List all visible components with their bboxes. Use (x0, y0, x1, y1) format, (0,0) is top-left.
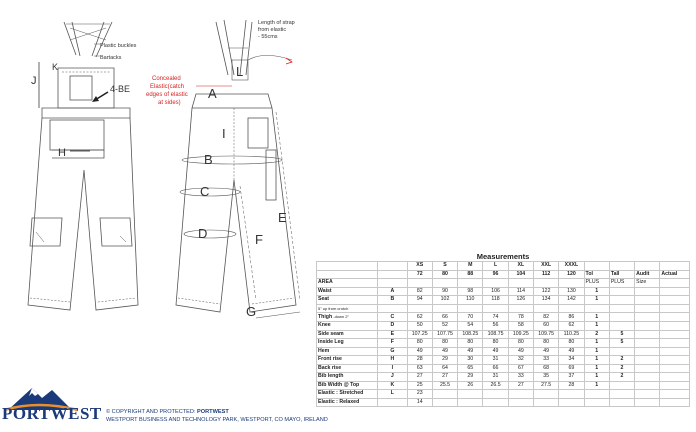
row-tol: 1 (584, 347, 609, 356)
row-tol: 2 (584, 330, 609, 339)
strap-note-line2: from elastic (258, 27, 287, 33)
label-D: D (198, 226, 208, 241)
row-area: Inside Leg (317, 339, 378, 348)
row-code: H (378, 356, 407, 365)
row-value: 80 (533, 339, 558, 348)
row-value: 54 (458, 322, 483, 331)
row-empty (635, 339, 660, 348)
row-area: Thigh -down 2" (317, 313, 378, 322)
row-value: 134 (533, 296, 558, 305)
row-value (508, 304, 533, 313)
row-value: 80 (458, 339, 483, 348)
row-code: E (378, 330, 407, 339)
row-tol: 1 (584, 373, 609, 382)
area-header: AREA (317, 279, 378, 288)
row-empty (660, 364, 690, 373)
row-value: 26 (458, 381, 483, 390)
label-E: E (278, 210, 287, 225)
row-value: 108.25 (458, 330, 483, 339)
row-value (407, 304, 432, 313)
table-title: Measurements (476, 252, 530, 261)
row-value: 65 (458, 364, 483, 373)
row-value: 108.75 (483, 330, 508, 339)
table-row (317, 381, 690, 390)
row-value: 49 (559, 347, 584, 356)
row-value: 27 (508, 381, 533, 390)
row-value: 90 (432, 287, 457, 296)
table-row (317, 287, 690, 296)
row-empty (635, 381, 660, 390)
row-value: 62 (559, 322, 584, 331)
row-empty (660, 304, 690, 313)
row-empty (660, 313, 690, 322)
row-value: 32 (508, 356, 533, 365)
label-J: J (31, 75, 37, 87)
row-value: 14 (407, 398, 432, 407)
size-xxxl: XXXL (559, 262, 584, 271)
measurements-table (316, 252, 690, 407)
table-row (317, 347, 690, 356)
row-area: Side seam (317, 330, 378, 339)
row-tall: 2 (609, 364, 634, 373)
strap-note-line3: - 55cms (258, 34, 278, 40)
row-value: 64 (432, 364, 457, 373)
copyright-prefix: © COPYRIGHT AND PROTECTED: (106, 409, 198, 415)
row-value: 26.5 (483, 381, 508, 390)
actual-header: Actual (660, 270, 690, 279)
row-tall: 2 (609, 373, 634, 382)
table-row (317, 313, 690, 322)
row-value: 52 (432, 322, 457, 331)
table-row (317, 296, 690, 305)
row-value: 118 (483, 296, 508, 305)
row-value (483, 398, 508, 407)
row-value (458, 304, 483, 313)
row-value: 49 (533, 347, 558, 356)
row-tall (609, 287, 634, 296)
row-tol: 1 (584, 339, 609, 348)
table-row (317, 373, 690, 382)
row-value: 80 (508, 339, 533, 348)
row-value (432, 398, 457, 407)
row-value: 63 (407, 364, 432, 373)
row-empty (660, 356, 690, 365)
row-code (378, 304, 407, 313)
row-empty (660, 330, 690, 339)
label-B: B (204, 152, 213, 167)
row-tol (584, 304, 609, 313)
row-value: 102 (432, 296, 457, 305)
copyright-line (106, 409, 229, 415)
row-area: Bib Width @ Top (317, 381, 378, 390)
row-tol: 1 (584, 296, 609, 305)
row-value: 82 (407, 287, 432, 296)
row-value: 49 (508, 347, 533, 356)
tol-header: Tol (584, 270, 609, 279)
label-A: A (208, 86, 217, 101)
row-value: 28 (559, 381, 584, 390)
row-value: 49 (432, 347, 457, 356)
size-value: 96 (483, 270, 508, 279)
row-value: 107.25 (407, 330, 432, 339)
size-value: 104 (508, 270, 533, 279)
row-value: 49 (458, 347, 483, 356)
row-tall: 5 (609, 339, 634, 348)
row-value: 30 (458, 356, 483, 365)
row-area: Elastic : Stretched (317, 390, 378, 399)
row-tall (609, 304, 634, 313)
table-row (317, 322, 690, 331)
row-value: 68 (533, 364, 558, 373)
tol-plus: PLUS (584, 279, 609, 288)
row-area: Seat (317, 296, 378, 305)
tall-header: Tall (609, 270, 634, 279)
row-area: Front rise (317, 356, 378, 365)
row-tol: 1 (584, 364, 609, 373)
label-I: I (222, 126, 226, 141)
table-row (317, 330, 690, 339)
row-tol: 1 (584, 381, 609, 390)
size-s: S (432, 262, 457, 271)
concealed-note-line2: Elastic(catch (150, 84, 185, 90)
front-annotations (31, 43, 137, 159)
size-value: 80 (432, 270, 457, 279)
row-value: 80 (407, 339, 432, 348)
row-value (559, 398, 584, 407)
row-value: 27.5 (533, 381, 558, 390)
row-empty (635, 304, 660, 313)
row-empty (635, 330, 660, 339)
concealed-note-line1: Concealed (152, 76, 181, 82)
row-code: L (378, 390, 407, 399)
row-value: 80 (432, 339, 457, 348)
row-value: 62 (407, 313, 432, 322)
row-value: 74 (483, 313, 508, 322)
row-value: 110 (458, 296, 483, 305)
row-value: 98 (458, 287, 483, 296)
row-value: 78 (508, 313, 533, 322)
row-empty (635, 287, 660, 296)
row-empty (660, 339, 690, 348)
row-empty (660, 296, 690, 305)
brand-wordmark: PORTWEST (2, 404, 102, 423)
row-value: 80 (559, 339, 584, 348)
row-tall (609, 398, 634, 407)
audit-size: Size (635, 279, 660, 288)
bartacks-label: Bartacks (100, 55, 122, 61)
row-value: 29 (432, 356, 457, 365)
concealed-note-line3: edges of elastic (146, 92, 188, 98)
row-code: B (378, 296, 407, 305)
row-value: 34 (559, 356, 584, 365)
row-value (559, 390, 584, 399)
row-code: G (378, 347, 407, 356)
row-tall (609, 347, 634, 356)
row-value: 130 (559, 287, 584, 296)
row-code: J (378, 373, 407, 382)
row-value: 80 (483, 339, 508, 348)
row-empty (635, 398, 660, 407)
row-area: Elastic : Relaxed (317, 398, 378, 407)
row-empty (635, 322, 660, 331)
row-tol: 1 (584, 313, 609, 322)
tall-plus: PLUS (609, 279, 634, 288)
row-value (533, 398, 558, 407)
row-tall (609, 390, 634, 399)
size-value: 120 (559, 270, 584, 279)
row-code: D (378, 322, 407, 331)
row-empty (660, 373, 690, 382)
row-value (508, 390, 533, 399)
row-value: 33 (533, 356, 558, 365)
row-empty (635, 390, 660, 399)
size-value: 88 (458, 270, 483, 279)
table-row (317, 390, 690, 399)
row-value: 70 (458, 313, 483, 322)
label-L: L (236, 64, 244, 79)
row-value: 58 (508, 322, 533, 331)
table-row (317, 304, 690, 313)
row-value: 35 (533, 373, 558, 382)
table-row (317, 364, 690, 373)
row-value: 27 (407, 373, 432, 382)
row-value: 94 (407, 296, 432, 305)
label-G: G (246, 304, 257, 319)
row-value (432, 390, 457, 399)
row-value (483, 304, 508, 313)
row-value: 126 (508, 296, 533, 305)
row-value: 50 (407, 322, 432, 331)
size-xs: XS (407, 262, 432, 271)
row-value: 69 (559, 364, 584, 373)
label-F: F (255, 232, 263, 247)
copyright-brand: PORTWEST (197, 409, 229, 415)
measurements-table-wrap (316, 252, 690, 407)
size-xxl: XXL (533, 262, 558, 271)
row-value: 66 (432, 313, 457, 322)
row-value (533, 390, 558, 399)
row-value (458, 398, 483, 407)
concealed-note-line4: at sides) (158, 100, 181, 106)
row-value (559, 304, 584, 313)
row-area-note: -down 2" (332, 314, 349, 319)
row-value: 142 (559, 296, 584, 305)
row-area: 5" up from crotch (317, 304, 378, 313)
row-value: 31 (483, 356, 508, 365)
row-tall (609, 313, 634, 322)
row-code (378, 398, 407, 407)
row-tol: 1 (584, 322, 609, 331)
row-code: C (378, 313, 407, 322)
size-l: L (483, 262, 508, 271)
row-value (483, 390, 508, 399)
row-empty (635, 373, 660, 382)
table-row (317, 356, 690, 365)
table-row (317, 398, 690, 407)
row-value: 25.5 (432, 381, 457, 390)
row-tol: 1 (584, 287, 609, 296)
size-values-row (317, 270, 690, 279)
row-area: Waist (317, 287, 378, 296)
row-value: 31 (483, 373, 508, 382)
area-header-row (317, 279, 690, 288)
row-value (458, 390, 483, 399)
row-value: 122 (533, 287, 558, 296)
row-empty (635, 296, 660, 305)
row-value: 109.25 (508, 330, 533, 339)
row-empty (660, 390, 690, 399)
row-area: Knee (317, 322, 378, 331)
row-value: 56 (483, 322, 508, 331)
row-empty (635, 356, 660, 365)
row-value: 28 (407, 356, 432, 365)
row-value: 66 (483, 364, 508, 373)
row-empty (635, 347, 660, 356)
row-value: 67 (508, 364, 533, 373)
label-C: C (200, 184, 210, 199)
row-value: 109.75 (533, 330, 558, 339)
row-code: A (378, 287, 407, 296)
row-value: 82 (533, 313, 558, 322)
row-value: 23 (407, 390, 432, 399)
row-value: 27 (432, 373, 457, 382)
back-annotations (146, 20, 300, 319)
row-empty (660, 347, 690, 356)
row-empty (660, 287, 690, 296)
row-area: Back rise (317, 364, 378, 373)
row-value (432, 304, 457, 313)
label-H: H (58, 147, 66, 159)
row-value: 25 (407, 381, 432, 390)
row-empty (635, 313, 660, 322)
row-tall (609, 296, 634, 305)
row-value: 33 (508, 373, 533, 382)
row-value: 49 (407, 347, 432, 356)
row-empty (660, 322, 690, 331)
size-header-row (317, 262, 690, 271)
row-tol (584, 390, 609, 399)
row-value: 110.25 (559, 330, 584, 339)
row-empty (660, 381, 690, 390)
row-tall: 5 (609, 330, 634, 339)
row-value: 106 (483, 287, 508, 296)
row-value: 37 (559, 373, 584, 382)
label-K: K (52, 62, 59, 72)
row-code: F (378, 339, 407, 348)
front-view-diagram (28, 22, 138, 310)
row-tall (609, 322, 634, 331)
row-area: Bib length (317, 373, 378, 382)
size-value: 72 (407, 270, 432, 279)
row-tol (584, 398, 609, 407)
audit-header: Audit (635, 270, 660, 279)
row-value: 60 (533, 322, 558, 331)
row-code: I (378, 364, 407, 373)
four-be-label: 4-BE (110, 84, 131, 94)
plastic-buckles-label: Plastic buckles (100, 43, 137, 49)
strap-note-line1: Length of strap (258, 20, 295, 26)
size-xl: XL (508, 262, 533, 271)
size-value: 112 (533, 270, 558, 279)
row-value: 107.75 (432, 330, 457, 339)
row-empty (660, 398, 690, 407)
size-m: M (458, 262, 483, 271)
row-empty (635, 364, 660, 373)
row-value: 86 (559, 313, 584, 322)
row-value: 49 (483, 347, 508, 356)
row-tall (609, 381, 634, 390)
row-code: K (378, 381, 407, 390)
table-row (317, 339, 690, 348)
address-line: WESTPORT BUSINESS AND TECHNOLOGY PARK, WESTPORT, CO MAYO, IRELAND (106, 417, 328, 423)
row-tol: 1 (584, 356, 609, 365)
row-area: Hem (317, 347, 378, 356)
row-value (533, 304, 558, 313)
row-value: 114 (508, 287, 533, 296)
row-tall: 2 (609, 356, 634, 365)
row-value: 29 (458, 373, 483, 382)
row-value (508, 398, 533, 407)
